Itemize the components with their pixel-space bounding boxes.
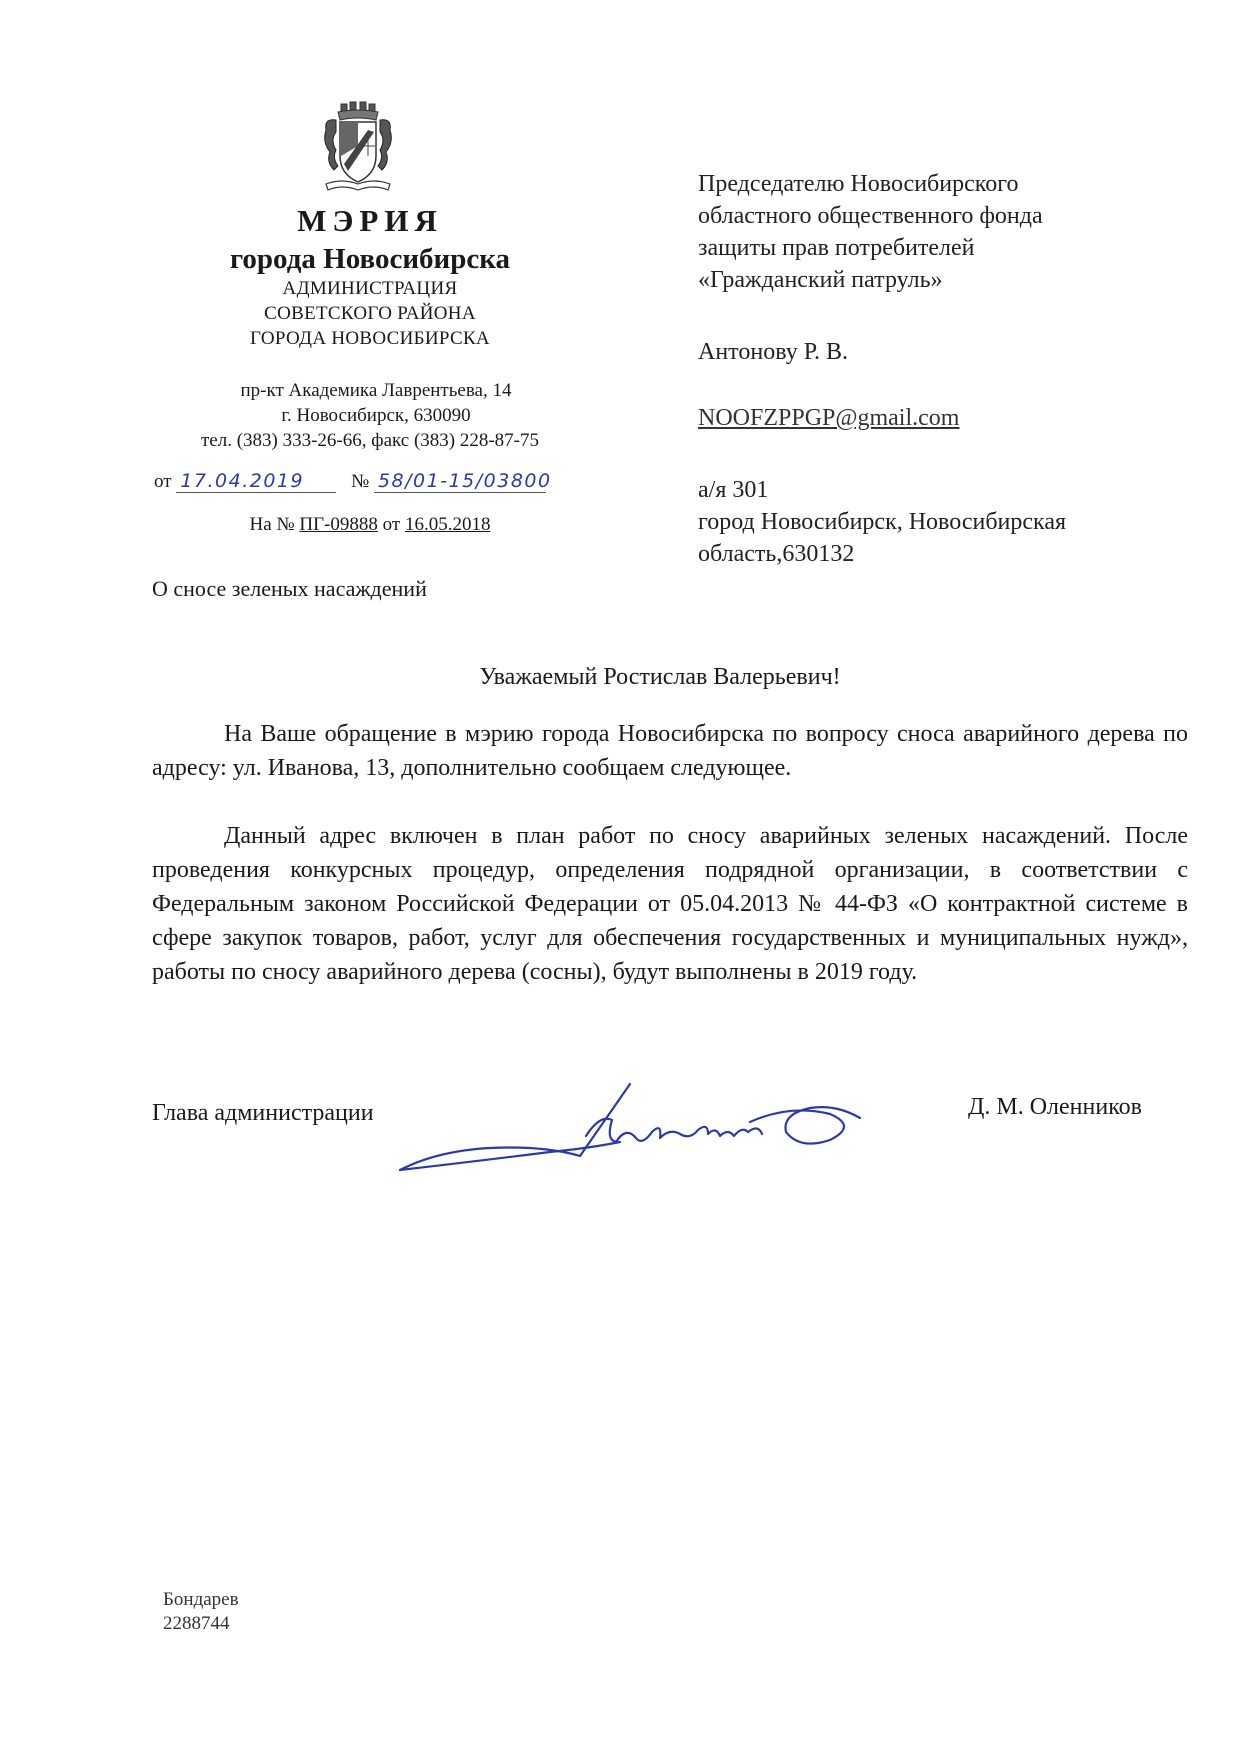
- recipient-address-line: область,630132: [698, 541, 855, 567]
- reply-date: 16.05.2018: [404, 514, 491, 535]
- recipient-org-line: «Гражданский патруль»: [698, 267, 943, 293]
- reply-number: ПГ-09888: [299, 514, 378, 535]
- admin-line: АДМИНИСТРАЦИЯ: [282, 278, 458, 299]
- executor-name: Бондарев: [163, 1589, 239, 1610]
- outgoing-reference: [154, 470, 594, 493]
- admin-line: СОВЕТСКОГО РАЙОНА: [264, 303, 476, 324]
- executor-block: [163, 1588, 239, 1636]
- org-city: города Новосибирска: [229, 243, 511, 275]
- recipient-org-line: областного общественного фонда: [698, 203, 1043, 229]
- sender-address-line: пр-кт Академика Лаврентьева, 14: [240, 380, 512, 401]
- reply-reference: [140, 514, 600, 536]
- org-title: МЭРИЯ: [297, 203, 443, 238]
- signatory-name: Д. М. Оленников: [968, 1094, 1142, 1120]
- novosibirsk-coat-of-arms-icon: [308, 96, 408, 204]
- admin-line: ГОРОДА НОВОСИБИРСКА: [250, 328, 490, 349]
- recipient-name: Антонову Р. В.: [698, 339, 849, 365]
- greeting: Уважаемый Ростислав Валерьевич!: [479, 664, 841, 690]
- recipient-email[interactable]: NOOFZPPGP@gmail.com: [698, 405, 960, 431]
- executor-phone: 2288744: [163, 1613, 230, 1634]
- letter-subject: О сносе зеленых насаждений: [152, 576, 427, 601]
- reply-prefix: На №: [249, 514, 295, 535]
- signatory-role: Глава администрации: [152, 1100, 374, 1126]
- body-paragraph: Данный адрес включен в план работ по сносу аварийных зеленых насаждений. После проведения конкурсных процедур, определения подрядной организации, в соответствии с Федеральным законом Российской Федерации от 05.04.2013 № 44-ФЗ «О контрактной системе в сфере закупок товаров, работ, услуг для обеспечения государственных и муниципальных нужд», работы по сносу аварийного дерева (сосны), будут выполнены в 2019 году.: [152, 823, 1188, 985]
- recipient-org-line: Председателю Новосибирского: [698, 171, 1019, 197]
- handwritten-date: 17.04.2019: [176, 470, 336, 493]
- date-prefix: от: [154, 471, 172, 492]
- recipient-org-line: защиты прав потребителей: [698, 235, 975, 261]
- reply-date-prefix: от: [382, 514, 401, 535]
- sender-address-line: г. Новосибирск, 630090: [281, 405, 471, 426]
- sender-phone-line: тел. (383) 333-26-66, факс (383) 228-87-75: [200, 430, 540, 451]
- recipient-address-line: город Новосибирск, Новосибирская: [698, 509, 1067, 535]
- body-paragraph: На Ваше обращение в мэрию города Новосибирска по вопросу сноса аварийного дерева по адресу: ул. Иванова, 13, дополнительно сообщаем следующее.: [152, 721, 1188, 781]
- recipient-address-line: а/я 301: [698, 477, 769, 503]
- handwritten-number: 58/01-15/03800: [374, 470, 546, 493]
- number-prefix: №: [351, 471, 370, 492]
- handwritten-signature-icon: [390, 1070, 900, 1180]
